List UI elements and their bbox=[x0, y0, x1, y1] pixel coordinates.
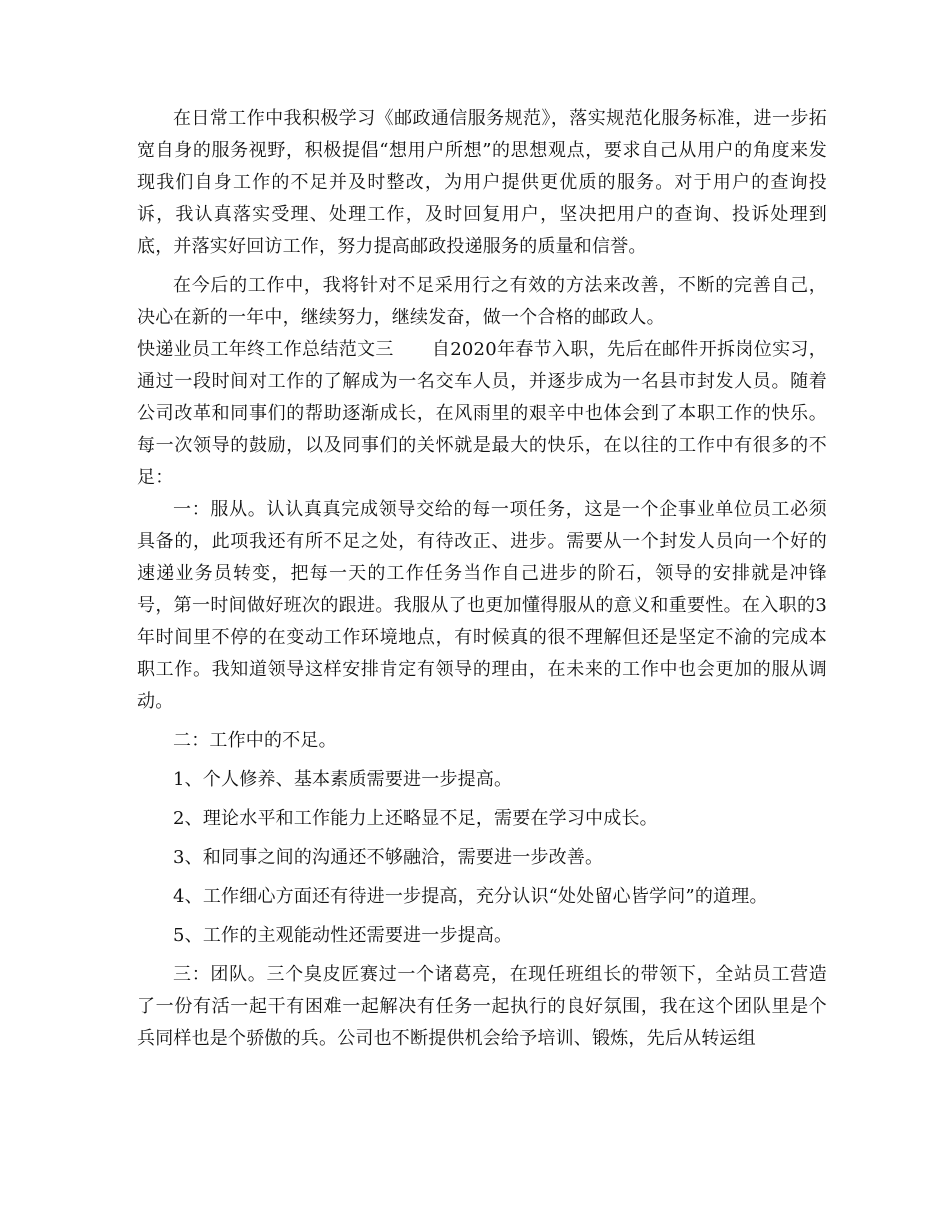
section-three-opening bbox=[137, 334, 827, 494]
point-two-title: 二：工作中的不足。 bbox=[173, 730, 337, 751]
shortcoming-item: 2、理论水平和工作能力上还略显不足，需要在学习中成长。 bbox=[173, 808, 658, 829]
paragraph-service-standards: 在日常工作中我积极学习《邮政通信服务规范》，落实规范化服务标准，进一步拓宽自身的服务视野，积极提倡“想用户所想”的思想观点，要求自己从用户的角度来发现我们自身工作的不足并及时整改，为用户提供更优质的服务。对于用户的查询投诉，我认真落实受理、处理工作，及时回复用户，坚决把用户的查询、投诉处理到底，并落实好回访工作，努力提高邮政投递服务的质量和信誉。 bbox=[137, 108, 827, 257]
shortcoming-item: 1、个人修养、基本素质需要进一步提高。 bbox=[173, 769, 513, 790]
shortcoming-item: 5、工作的主观能动性还需要进一步提高。 bbox=[173, 925, 513, 946]
point-one-obedience: 一：服从。认认真真完成领导交给的每一项任务，这是一个企事业单位员工必须具备的，此项我还有所不足之处，有待改正、进步。需要从一个封发人员向一个好的速递业务员转变，把每一天的工作任务当作自己进步的阶石，领导的安排就是冲锋号，第一时间做好班次的跟进。我服从了也更加懂得服从的意义和重要性。在入职的3年时间里不停的在变动工作环境地点，有时候真的很不理解但还是坚定不渝的完成本职工作。我知道领导这样安排肯定有领导的理由，在未来的工作中也会更加的服从调动。 bbox=[137, 499, 827, 712]
document-content bbox=[137, 103, 827, 1055]
paragraph-future-work: 在今后的工作中，我将针对不足采用行之有效的方法来改善，不断的完善自己，决心在新的一年中，继续努力，继续发奋，做一个合格的邮政人。 bbox=[137, 275, 827, 328]
shortcoming-item: 4、工作细心方面还有待进一步提高，充分认识“处处留心皆学问”的道理。 bbox=[173, 886, 768, 907]
shortcoming-item: 3、和同事之间的沟通还不够融洽，需要进一步改善。 bbox=[173, 847, 604, 868]
section-title: 快递业员工年终工作总结范文三 bbox=[137, 339, 394, 360]
section-intro: 自2020年春节入职，先后在邮件开拆岗位实习，通过一段时间对工作的了解成为一名交车人员，并逐步成为一名县市封发人员。随着公司改革和同事们的帮助逐渐成长，在风雨里的艰辛中也体会到了本职工作的快乐。每一次领导的鼓励，以及同事们的关怀就是最大的快乐，在以往的工作中有很多的不足： bbox=[137, 339, 827, 488]
point-three-team: 三：团队。三个臭皮匠赛过一个诸葛亮，在现任班组长的带领下，全站员工营造了一份有活一起干有困难一起解决有任务一起执行的良好氛围，我在这个团队里是个兵同样也是个骄傲的兵。公司也不断提供机会给予培训、锻炼，先后从转运组 bbox=[137, 964, 827, 1049]
